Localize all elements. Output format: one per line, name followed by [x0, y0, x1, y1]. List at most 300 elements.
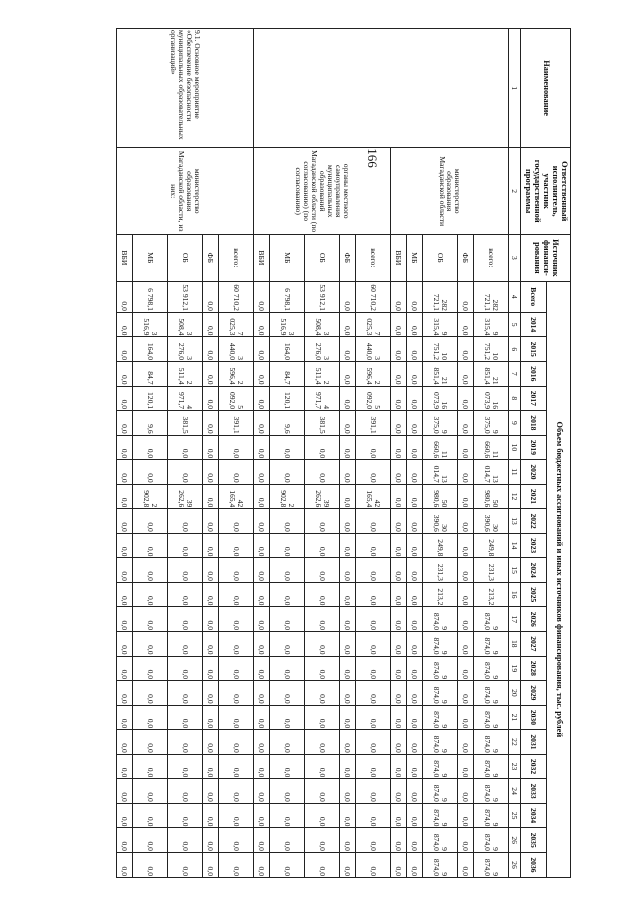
value-cell: 282 721,1 [423, 281, 458, 312]
value-cell: 0,0 [458, 509, 474, 534]
value-cell: 42 165,4 [356, 484, 391, 509]
value-cell: 0,0 [270, 460, 305, 485]
header-funding-group: Объем бюджетных ассигнований и иных источников финансирования, тыс. рублей [547, 281, 571, 877]
value-cell: 0,0 [340, 411, 356, 436]
value-cell: 0,0 [391, 460, 407, 485]
value-cell: 9 375,0 [474, 411, 509, 436]
value-cell: 0,0 [407, 509, 423, 534]
value-cell: 0,0 [340, 337, 356, 362]
value-cell: 0,0 [254, 632, 270, 657]
value-cell: 0,0 [117, 386, 133, 411]
value-cell: 0,0 [458, 312, 474, 337]
value-cell: 0,0 [168, 509, 203, 534]
header-executor: Ответственный исполнитель, участник государственной программы [521, 148, 571, 235]
value-cell: 0,0 [356, 435, 391, 460]
value-cell: 0,0 [270, 803, 305, 828]
value-cell: 0,0 [254, 281, 270, 312]
value-cell: 0,0 [133, 558, 168, 583]
value-cell: 0,0 [254, 803, 270, 828]
value-cell: 3 508,4 [305, 312, 340, 337]
value-cell: 0,0 [133, 681, 168, 706]
value-cell: 0,0 [340, 632, 356, 657]
row-source-cell: ВБИ [391, 235, 407, 281]
value-cell: 0,0 [133, 632, 168, 657]
value-cell: 0,0 [391, 558, 407, 583]
value-cell: 0,0 [407, 582, 423, 607]
header-year-2029: 2029 [521, 681, 547, 706]
column-index-cell: 5 [509, 312, 521, 337]
value-cell: 0,0 [391, 582, 407, 607]
row-source-cell: МБ [133, 235, 168, 281]
value-cell: 0,0 [407, 460, 423, 485]
value-cell: 0,0 [168, 632, 203, 657]
value-cell: 0,0 [340, 803, 356, 828]
column-index-cell: 21 [509, 705, 521, 730]
value-cell: 0,0 [117, 312, 133, 337]
column-index-cell: 26 [509, 828, 521, 853]
value-cell: 0,0 [254, 312, 270, 337]
value-cell: 0,0 [407, 681, 423, 706]
value-cell: 0,0 [117, 656, 133, 681]
value-cell: 0,0 [270, 533, 305, 558]
value-cell: 0,0 [117, 558, 133, 583]
header-year-2031: 2031 [521, 730, 547, 755]
value-cell: 0,0 [254, 828, 270, 853]
value-cell: 0,0 [305, 828, 340, 853]
column-index-cell: 3 [509, 235, 521, 281]
value-cell: 0,0 [407, 705, 423, 730]
value-cell: 0,0 [340, 681, 356, 706]
value-cell: 0,0 [458, 484, 474, 509]
value-cell: 9,6 [270, 411, 305, 436]
value-cell: 0,0 [391, 411, 407, 436]
value-cell: 0,0 [407, 656, 423, 681]
value-cell: 0,0 [270, 681, 305, 706]
value-cell: 0,0 [133, 730, 168, 755]
header-year-2016: 2016 [521, 362, 547, 387]
value-cell: 391,1 [219, 411, 254, 436]
value-cell: 9 874,0 [474, 656, 509, 681]
value-cell: 0,0 [117, 705, 133, 730]
column-index-cell: 19 [509, 656, 521, 681]
value-cell: 0,0 [356, 558, 391, 583]
row-source-cell: всего: [356, 235, 391, 281]
value-cell: 7 025,3 [219, 312, 254, 337]
value-cell: 0,0 [391, 362, 407, 387]
value-cell: 2 511,4 [168, 362, 203, 387]
value-cell: 0,0 [203, 656, 219, 681]
value-cell: 0,0 [133, 582, 168, 607]
value-cell: 53 912,1 [168, 281, 203, 312]
value-cell: 0,0 [219, 656, 254, 681]
value-cell: 0,0 [458, 828, 474, 853]
value-cell: 0,0 [117, 509, 133, 534]
row-source-cell: ВБИ [117, 235, 133, 281]
value-cell: 0,0 [391, 705, 407, 730]
value-cell: 0,0 [356, 632, 391, 657]
value-cell: 0,0 [458, 779, 474, 804]
value-cell: 0,0 [340, 582, 356, 607]
value-cell: 10 751,2 [423, 337, 458, 362]
value-cell: 0,0 [254, 558, 270, 583]
row-source-cell: МБ [270, 235, 305, 281]
value-cell: 0,0 [305, 558, 340, 583]
value-cell: 0,0 [168, 460, 203, 485]
value-cell: 0,0 [407, 337, 423, 362]
value-cell: 0,0 [458, 705, 474, 730]
value-cell: 9 874,0 [423, 779, 458, 804]
value-cell: 0,0 [407, 435, 423, 460]
value-cell: 0,0 [305, 582, 340, 607]
value-cell: 0,0 [340, 281, 356, 312]
value-cell: 0,0 [356, 656, 391, 681]
value-cell: 0,0 [340, 730, 356, 755]
value-cell: 9 315,4 [423, 312, 458, 337]
column-index-cell: 25 [509, 803, 521, 828]
value-cell: 0,0 [254, 460, 270, 485]
value-cell: 0,0 [407, 779, 423, 804]
page-number: 166 [365, 148, 380, 168]
value-cell: 0,0 [270, 705, 305, 730]
value-cell: 0,0 [458, 558, 474, 583]
value-cell: 0,0 [458, 386, 474, 411]
value-cell: 42 165,4 [219, 484, 254, 509]
column-index-cell: 14 [509, 533, 521, 558]
value-cell: 0,0 [458, 281, 474, 312]
value-cell: 0,0 [391, 337, 407, 362]
value-cell: 0,0 [203, 803, 219, 828]
value-cell: 0,0 [203, 730, 219, 755]
header-year-2015: 2015 [521, 337, 547, 362]
value-cell: 120,1 [270, 386, 305, 411]
column-index-cell: 1 [509, 29, 521, 148]
value-cell: 0,0 [219, 533, 254, 558]
value-cell: 0,0 [117, 411, 133, 436]
value-cell: 0,0 [340, 509, 356, 534]
row-name-cell [254, 29, 509, 148]
column-index-cell: 7 [509, 362, 521, 387]
value-cell: 0,0 [117, 484, 133, 509]
value-cell: 9,6 [133, 411, 168, 436]
value-cell: 0,0 [219, 607, 254, 632]
column-index-cell: 26 [509, 852, 521, 877]
value-cell: 0,0 [391, 681, 407, 706]
value-cell: 0,0 [203, 281, 219, 312]
header-year-2030: 2030 [521, 705, 547, 730]
column-index-cell: 20 [509, 681, 521, 706]
value-cell: 0,0 [391, 754, 407, 779]
value-cell: 0,0 [117, 852, 133, 877]
value-cell: 0,0 [305, 754, 340, 779]
value-cell: 0,0 [391, 435, 407, 460]
row-executor-cell: министерство образования Магаданской области, из них: [117, 148, 254, 235]
value-cell: 0,0 [203, 558, 219, 583]
value-cell: 9 874,0 [423, 681, 458, 706]
value-cell: 0,0 [391, 803, 407, 828]
value-cell: 0,0 [407, 803, 423, 828]
value-cell: 0,0 [340, 852, 356, 877]
value-cell: 0,0 [203, 852, 219, 877]
value-cell: 0,0 [407, 281, 423, 312]
column-index-cell: 10 [509, 435, 521, 460]
value-cell: 0,0 [270, 582, 305, 607]
row-source-cell: МБ [407, 235, 423, 281]
row-name-cell: 9.1. Основное мероприятие «Обеспечение безопасности муниципальных образовательных организаций» [117, 29, 254, 148]
column-index-cell: 18 [509, 632, 521, 657]
value-cell: 0,0 [356, 607, 391, 632]
value-cell: 0,0 [203, 607, 219, 632]
value-cell: 84,7 [133, 362, 168, 387]
value-cell: 0,0 [340, 460, 356, 485]
column-index-cell: 16 [509, 582, 521, 607]
value-cell: 0,0 [270, 435, 305, 460]
value-cell: 0,0 [203, 312, 219, 337]
header-name: Наименование [521, 29, 571, 148]
value-cell: 0,0 [407, 730, 423, 755]
table-row [356, 29, 391, 878]
value-cell: 7 025,3 [356, 312, 391, 337]
value-cell: 0,0 [391, 281, 407, 312]
value-cell: 2 596,4 [356, 362, 391, 387]
header-year-2033: 2033 [521, 779, 547, 804]
value-cell: 0,0 [458, 730, 474, 755]
value-cell: 0,0 [133, 435, 168, 460]
value-cell: 0,0 [117, 582, 133, 607]
value-cell: 231,3 [474, 558, 509, 583]
value-cell: 0,0 [391, 656, 407, 681]
value-cell: 0,0 [117, 337, 133, 362]
value-cell: 0,0 [407, 411, 423, 436]
header-year-2019: 2019 [521, 435, 547, 460]
header-year-2035: 2035 [521, 828, 547, 853]
value-cell: 164,0 [133, 337, 168, 362]
value-cell: 50 980,6 [423, 484, 458, 509]
value-cell: 0,0 [133, 754, 168, 779]
value-cell: 0,0 [254, 681, 270, 706]
value-cell: 30 390,6 [423, 509, 458, 534]
value-cell: 0,0 [168, 705, 203, 730]
value-cell: 9 375,0 [423, 411, 458, 436]
value-cell: 0,0 [340, 362, 356, 387]
rotated-landscape-table [81, 28, 571, 878]
value-cell: 0,0 [168, 681, 203, 706]
value-cell: 0,0 [117, 828, 133, 853]
value-cell: 0,0 [203, 705, 219, 730]
value-cell: 0,0 [117, 362, 133, 387]
value-cell: 0,0 [458, 852, 474, 877]
header-year-2026: 2026 [521, 607, 547, 632]
value-cell: 0,0 [254, 705, 270, 730]
value-cell: 0,0 [356, 705, 391, 730]
value-cell: 0,0 [305, 681, 340, 706]
value-cell: 2 511,4 [305, 362, 340, 387]
value-cell: 0,0 [407, 754, 423, 779]
column-index-cell: 15 [509, 558, 521, 583]
value-cell: 0,0 [219, 558, 254, 583]
value-cell: 0,0 [203, 509, 219, 534]
value-cell: 0,0 [407, 362, 423, 387]
value-cell: 0,0 [340, 705, 356, 730]
value-cell: 16 073,9 [474, 386, 509, 411]
value-cell: 0,0 [254, 509, 270, 534]
value-cell: 4 971,7 [305, 386, 340, 411]
value-cell: 2 596,4 [219, 362, 254, 387]
value-cell: 0,0 [305, 632, 340, 657]
value-cell: 0,0 [391, 312, 407, 337]
value-cell: 0,0 [168, 828, 203, 853]
value-cell: 9 874,0 [423, 705, 458, 730]
value-cell: 0,0 [305, 803, 340, 828]
value-cell: 3 508,4 [168, 312, 203, 337]
value-cell: 0,0 [391, 730, 407, 755]
header-year-2036: 2036 [521, 852, 547, 877]
value-cell: 0,0 [168, 852, 203, 877]
value-cell: 0,0 [203, 411, 219, 436]
value-cell: 0,0 [270, 632, 305, 657]
value-cell: 0,0 [340, 533, 356, 558]
header-year-2027: 2027 [521, 632, 547, 657]
value-cell: 0,0 [203, 533, 219, 558]
column-index-cell: 12 [509, 484, 521, 509]
value-cell: 0,0 [305, 607, 340, 632]
header-year-2025: 2025 [521, 582, 547, 607]
value-cell: 0,0 [254, 582, 270, 607]
value-cell: 0,0 [133, 509, 168, 534]
header-year-2017: 2017 [521, 386, 547, 411]
value-cell: 0,0 [219, 779, 254, 804]
value-cell: 60 710,2 [356, 281, 391, 312]
value-cell: 50 980,6 [474, 484, 509, 509]
value-cell: 0,0 [407, 558, 423, 583]
header-total: Всего [521, 281, 547, 312]
value-cell: 0,0 [203, 681, 219, 706]
value-cell: 0,0 [407, 312, 423, 337]
value-cell: 9 874,0 [474, 779, 509, 804]
value-cell: 0,0 [356, 533, 391, 558]
value-cell: 39 262,6 [305, 484, 340, 509]
value-cell: 9 874,0 [423, 852, 458, 877]
value-cell: 0,0 [219, 681, 254, 706]
header-year-2023: 2023 [521, 533, 547, 558]
value-cell: 0,0 [203, 386, 219, 411]
value-cell: 0,0 [340, 386, 356, 411]
value-cell: 0,0 [270, 558, 305, 583]
value-cell: 10 751,2 [474, 337, 509, 362]
value-cell: 0,0 [391, 828, 407, 853]
value-cell: 9 874,0 [474, 754, 509, 779]
value-cell: 30 390,6 [474, 509, 509, 534]
value-cell: 53 912,1 [305, 281, 340, 312]
column-index-cell: 23 [509, 754, 521, 779]
value-cell: 0,0 [133, 705, 168, 730]
value-cell: 0,0 [117, 435, 133, 460]
value-cell: 9 874,0 [423, 754, 458, 779]
value-cell: 0,0 [356, 754, 391, 779]
value-cell: 0,0 [219, 632, 254, 657]
value-cell: 21 851,4 [423, 362, 458, 387]
value-cell: 3 516,9 [270, 312, 305, 337]
value-cell: 39 262,6 [168, 484, 203, 509]
value-cell: 0,0 [219, 754, 254, 779]
value-cell: 0,0 [340, 754, 356, 779]
value-cell: 0,0 [356, 730, 391, 755]
value-cell: 0,0 [391, 852, 407, 877]
row-executor-cell: министерство образования Магаданской области [391, 148, 509, 235]
value-cell: 0,0 [203, 362, 219, 387]
funding-table [116, 28, 571, 878]
value-cell: 0,0 [407, 386, 423, 411]
value-cell: 0,0 [168, 730, 203, 755]
value-cell: 0,0 [219, 460, 254, 485]
header-year-2021: 2021 [521, 484, 547, 509]
value-cell: 0,0 [168, 558, 203, 583]
value-cell: 231,3 [423, 558, 458, 583]
value-cell: 9 874,0 [474, 730, 509, 755]
value-cell: 0,0 [458, 533, 474, 558]
value-cell: 0,0 [133, 852, 168, 877]
value-cell: 0,0 [270, 779, 305, 804]
column-index-cell: 6 [509, 337, 521, 362]
column-index-cell: 24 [509, 779, 521, 804]
value-cell: 0,0 [117, 779, 133, 804]
header-source: Источник финанси-рования [521, 235, 571, 281]
value-cell: 0,0 [458, 362, 474, 387]
value-cell: 0,0 [340, 607, 356, 632]
value-cell: 0,0 [117, 730, 133, 755]
value-cell: 0,0 [203, 632, 219, 657]
value-cell: 0,0 [117, 281, 133, 312]
value-cell: 0,0 [254, 411, 270, 436]
value-cell: 0,0 [254, 435, 270, 460]
value-cell: 0,0 [219, 705, 254, 730]
value-cell: 0,0 [340, 656, 356, 681]
column-index-cell: 4 [509, 281, 521, 312]
value-cell: 60 710,2 [219, 281, 254, 312]
value-cell: 0,0 [391, 632, 407, 657]
value-cell: 0,0 [305, 730, 340, 755]
value-cell: 213,2 [474, 582, 509, 607]
value-cell: 0,0 [133, 828, 168, 853]
value-cell: 0,0 [254, 337, 270, 362]
value-cell: 0,0 [407, 828, 423, 853]
value-cell: 0,0 [458, 656, 474, 681]
value-cell: 0,0 [254, 607, 270, 632]
value-cell: 0,0 [219, 828, 254, 853]
value-cell: 3 440,0 [356, 337, 391, 362]
row-source-cell: ВБИ [254, 235, 270, 281]
value-cell: 0,0 [458, 632, 474, 657]
value-cell: 0,0 [407, 632, 423, 657]
value-cell: 0,0 [219, 435, 254, 460]
value-cell: 0,0 [203, 779, 219, 804]
value-cell: 0,0 [305, 460, 340, 485]
value-cell: 0,0 [117, 754, 133, 779]
value-cell: 0,0 [458, 803, 474, 828]
value-cell: 9 874,0 [474, 852, 509, 877]
value-cell: 0,0 [270, 852, 305, 877]
value-cell: 0,0 [340, 484, 356, 509]
value-cell: 6 798,1 [270, 281, 305, 312]
header-year-2034: 2034 [521, 803, 547, 828]
value-cell: 0,0 [458, 460, 474, 485]
value-cell: 0,0 [270, 730, 305, 755]
value-cell: 0,0 [407, 607, 423, 632]
value-cell: 0,0 [458, 754, 474, 779]
table-row [474, 29, 509, 878]
value-cell: 391,1 [356, 411, 391, 436]
value-cell: 0,0 [356, 803, 391, 828]
value-cell: 4 971,7 [168, 386, 203, 411]
